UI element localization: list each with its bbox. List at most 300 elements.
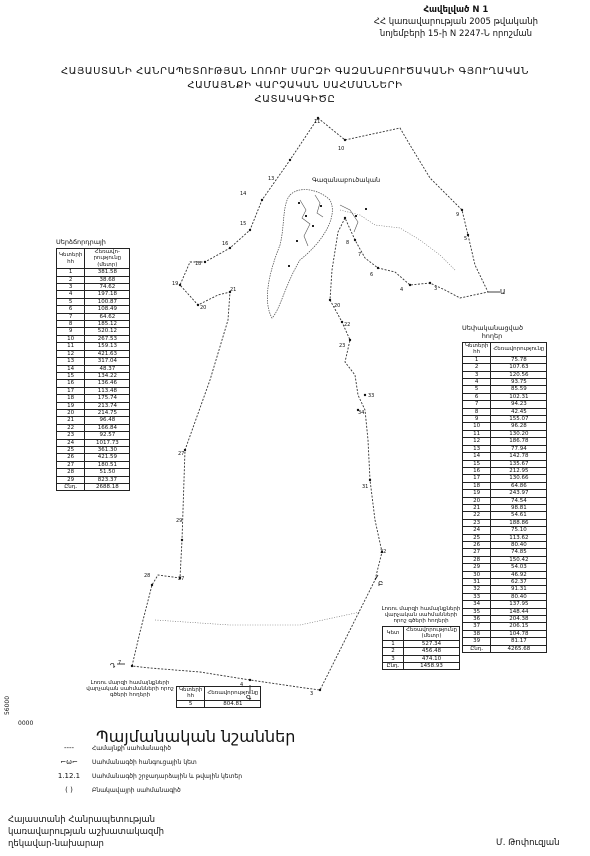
point-number-cell: 9	[463, 416, 491, 423]
distance-cell: 91.31	[491, 586, 547, 593]
distance-cell: 317.04	[85, 358, 130, 365]
mid-table	[382, 626, 460, 670]
table-row	[57, 313, 130, 320]
point-number-cell: 2	[382, 648, 403, 655]
total-row	[382, 663, 459, 670]
table-row	[463, 512, 547, 519]
distance-cell: 75.10	[491, 527, 547, 534]
table-row	[463, 453, 547, 460]
table-row	[57, 306, 130, 313]
table-row	[57, 380, 130, 387]
total-label: Ընդ.	[57, 484, 85, 491]
table-row	[57, 439, 130, 446]
point-number-cell: 5	[57, 298, 85, 305]
point-number-cell: 18	[57, 395, 85, 402]
table-row	[382, 648, 459, 655]
table-row	[177, 700, 261, 707]
distance-cell: 38.68	[85, 276, 130, 283]
distance-cell: 54.03	[491, 564, 547, 571]
total-value: 2688.18	[85, 484, 130, 491]
point-number-cell: 8	[463, 408, 491, 415]
point-number-cell: 22	[463, 512, 491, 519]
distance-cell: 213.74	[85, 402, 130, 409]
distance-cell: 804.81	[205, 700, 261, 707]
distance-cell: 48.37	[85, 365, 130, 372]
table-row	[382, 640, 459, 647]
table-row	[463, 445, 547, 452]
small-table	[176, 686, 261, 708]
table-row	[463, 527, 547, 534]
distance-cell: 186.78	[491, 438, 547, 445]
svg-text:28: 28	[144, 573, 151, 579]
distance-cell: 180.51	[85, 461, 130, 468]
total-value: 4265.68	[491, 645, 547, 652]
table-row	[463, 593, 547, 600]
distance-cell: 46.92	[491, 571, 547, 578]
distance-cell: 113.62	[491, 534, 547, 541]
footer-signatory	[8, 814, 164, 850]
point-number-cell: 28	[463, 556, 491, 563]
svg-text:33: 33	[368, 393, 375, 399]
legend-symbol: ⌐ω⌐	[60, 758, 78, 766]
table-row	[57, 343, 130, 350]
table-row	[463, 482, 547, 489]
point-number-cell: 3	[57, 284, 85, 291]
distance-cell: 206.15	[491, 623, 547, 630]
table-row	[57, 395, 130, 402]
distance-cell: 130.20	[491, 430, 547, 437]
inner-parcel-line	[340, 210, 455, 270]
appendix-label: Հավելված N 1	[423, 5, 489, 15]
distance-cell: 93.75	[491, 379, 547, 386]
total-value: 1458.93	[403, 663, 459, 670]
point-number-cell: 20	[463, 497, 491, 504]
svg-text:3: 3	[434, 286, 438, 292]
point-number-cell: 15	[57, 372, 85, 379]
inner-parcel-line-2	[155, 612, 360, 625]
settlement-area	[267, 190, 332, 318]
footer-signatory-name: Մ. Թոփուզյան	[496, 838, 560, 848]
point-number-cell: 28	[57, 469, 85, 476]
left-table-title: Սերձճորդրայի	[56, 238, 106, 246]
distance-cell: 104.78	[491, 630, 547, 637]
table-row	[57, 372, 130, 379]
distance-cell: 80.40	[491, 593, 547, 600]
footer-line-1: Հայաստանի Հանրապետության	[8, 815, 156, 825]
point-number-cell: 20	[57, 409, 85, 416]
distance-cell: 150.42	[491, 556, 547, 563]
distance-cell: 92.57	[85, 432, 130, 439]
table-row	[463, 408, 547, 415]
point-number-cell: 18	[463, 482, 491, 489]
distance-cell: 204.38	[491, 616, 547, 623]
distance-cell: 42.45	[491, 408, 547, 415]
distance-cell: 64.86	[491, 482, 547, 489]
title-line-1: ՀԱՅԱՍՏԱՆԻ ՀԱՆՐԱՊԵՏՈՒԹՅԱՆ ԼՈՌՈՒ ՄԱՐԶԻ ԳԱԶԱՆԱԲՈՒԾԱԿԱՆԻ ԳՅՈՒՂԱԿԱՆ	[60, 66, 530, 77]
total-row	[463, 645, 547, 652]
point-number-cell: 17	[463, 475, 491, 482]
distance-cell: 62.37	[491, 579, 547, 586]
point-number-cell: 16	[463, 467, 491, 474]
table-row	[463, 586, 547, 593]
point-number-cell: 22	[57, 424, 85, 431]
table-row	[463, 364, 547, 371]
svg-text:19: 19	[172, 281, 179, 287]
svg-text:20: 20	[334, 303, 341, 309]
distance-cell: 188.86	[491, 519, 547, 526]
table-row	[57, 365, 130, 372]
table-row	[57, 298, 130, 305]
svg-text:34: 34	[358, 410, 365, 416]
svg-text:15: 15	[240, 221, 247, 227]
table-row	[463, 549, 547, 556]
table-row	[463, 534, 547, 541]
left-col1: Կետերի հհ	[57, 249, 85, 269]
small-distance-block	[84, 680, 176, 698]
distance-cell: 135.67	[491, 460, 547, 467]
table-row	[57, 269, 130, 276]
distance-cell: 166.84	[85, 424, 130, 431]
table-row	[57, 454, 130, 461]
table-row	[463, 438, 547, 445]
distance-cell: 74.62	[85, 284, 130, 291]
small-distance-table	[176, 686, 261, 708]
legend-label: Բնակավայրի սահմանագիծ	[92, 786, 181, 794]
distance-cell: 175.74	[85, 395, 130, 402]
svg-text:27: 27	[178, 451, 185, 457]
community-boundary	[132, 118, 488, 690]
table-row	[463, 371, 547, 378]
point-number-cell: 37	[463, 623, 491, 630]
legend-label: Սահմանագծի հանգուցային կետ	[92, 758, 197, 766]
svg-text:11: 11	[314, 119, 321, 125]
point-number-cell: 9	[57, 328, 85, 335]
point-number-cell: 7	[463, 401, 491, 408]
legend-item	[54, 772, 242, 780]
table-row	[57, 387, 130, 394]
point-number-cell: 26	[57, 454, 85, 461]
svg-text:18: 18	[195, 261, 202, 267]
point-number-cell: 14	[463, 453, 491, 460]
point-number-cell: 6	[463, 393, 491, 400]
legend-item	[54, 744, 242, 752]
table-row	[463, 386, 547, 393]
point-number-cell: 15	[463, 460, 491, 467]
table-row	[463, 467, 547, 474]
distance-cell: 100.87	[85, 298, 130, 305]
table-row	[57, 284, 130, 291]
left-distance-table	[56, 238, 130, 491]
table-row	[463, 497, 547, 504]
svg-text:7: 7	[118, 660, 122, 666]
table-row	[463, 601, 547, 608]
distance-cell: 107.63	[491, 364, 547, 371]
distance-cell: 212.95	[491, 467, 547, 474]
table-row	[463, 393, 547, 400]
left-table	[56, 248, 130, 491]
total-label: Ընդ.	[463, 645, 491, 652]
table-row	[463, 416, 547, 423]
node-mark-b: Բ	[378, 580, 384, 588]
point-number-cell: 3	[382, 655, 403, 662]
distance-cell: 94.23	[491, 401, 547, 408]
table-row	[463, 423, 547, 430]
distance-cell: 381.58	[85, 269, 130, 276]
right-distance-table	[462, 324, 547, 653]
table-row	[463, 504, 547, 511]
distance-cell: 108.49	[85, 306, 130, 313]
table-row	[57, 276, 130, 283]
legend-symbol: 1.12.1	[57, 772, 81, 780]
table-row	[57, 321, 130, 328]
point-number-cell: 25	[57, 446, 85, 453]
right-col1: Կետերի հհ	[463, 343, 491, 357]
table-row	[463, 401, 547, 408]
scale-label-bottom: 0000	[18, 720, 34, 727]
point-number-cell: 11	[57, 343, 85, 350]
distance-cell: 54.61	[491, 512, 547, 519]
svg-text:6: 6	[370, 272, 374, 278]
svg-text:31: 31	[362, 484, 369, 490]
point-number-cell: 1	[382, 640, 403, 647]
distance-cell: 527.34	[403, 640, 459, 647]
distance-cell: 77.94	[491, 445, 547, 452]
distance-cell: 155.07	[491, 416, 547, 423]
point-number-cell: 29	[463, 564, 491, 571]
point-number-cell: 12	[57, 350, 85, 357]
scale-label-left: 56000	[4, 695, 12, 716]
point-number-cell: 5	[463, 386, 491, 393]
point-number-cell: 6	[57, 306, 85, 313]
point-number-cell: 2	[463, 364, 491, 371]
table-row	[463, 379, 547, 386]
distance-cell: 159.13	[85, 343, 130, 350]
small-col1: Կետերի հհ	[177, 687, 205, 701]
point-number-cell: 24	[463, 527, 491, 534]
svg-text:5: 5	[464, 236, 468, 242]
table-row	[57, 461, 130, 468]
table-row	[57, 432, 130, 439]
svg-text:13: 13	[268, 176, 275, 182]
distance-cell: 185.12	[85, 321, 130, 328]
right-col2: Հեռավորությունը	[491, 343, 547, 357]
point-number-cell: 16	[57, 380, 85, 387]
svg-text:8: 8	[346, 240, 350, 246]
table-row	[463, 579, 547, 586]
table-row	[57, 469, 130, 476]
point-number-cell: 31	[463, 579, 491, 586]
title-line-2: ՀԱՄԱՅՆՔԻ ՎԱՐՉԱԿԱՆ ՍԱՀՄԱՆՆԵՐԻ	[187, 80, 403, 91]
point-number-cell: 10	[57, 335, 85, 342]
table-row	[463, 623, 547, 630]
point-number-cell: 36	[463, 616, 491, 623]
decree-line: ՀՀ կառավարության 2005 թվականի	[373, 17, 538, 27]
point-number-cell: 5	[177, 700, 205, 707]
legend-item	[54, 758, 242, 766]
svg-text:16: 16	[222, 241, 229, 247]
distance-cell: 456.48	[403, 648, 459, 655]
distance-cell: 96.48	[85, 417, 130, 424]
point-number-cell: 7	[57, 313, 85, 320]
svg-text:9: 9	[456, 212, 460, 218]
legend-label: Սահմանագծի շրջադարձային և թվային կետեր	[92, 772, 243, 780]
point-number-cell: 25	[463, 534, 491, 541]
svg-text:14: 14	[240, 191, 247, 197]
point-number-cell: 21	[463, 504, 491, 511]
distance-cell: 120.56	[491, 371, 547, 378]
point-number-cell: 23	[463, 519, 491, 526]
left-col2: Հեռավո-րությունը (մետր)	[85, 249, 130, 269]
point-number-cell: 30	[463, 571, 491, 578]
point-number-cell: 27	[463, 549, 491, 556]
legend-item	[54, 786, 242, 794]
svg-text:29: 29	[176, 518, 183, 524]
point-number-cell: 27	[57, 461, 85, 468]
small-table-title: Լոռու մարզի համայնքների վարչական սահմանների որոշ գծերի հողերի	[86, 680, 174, 698]
point-number-cell: 24	[57, 439, 85, 446]
distance-cell: 148.44	[491, 608, 547, 615]
table-row	[463, 638, 547, 645]
right-table	[462, 342, 547, 653]
mid-col2: Հեռավորությունը (մետր)	[403, 627, 459, 641]
point-number-cell: 12	[463, 438, 491, 445]
table-row	[463, 519, 547, 526]
legend	[54, 744, 242, 800]
distance-cell: 361.30	[85, 446, 130, 453]
point-number-cell: 33	[463, 593, 491, 600]
table-row	[463, 564, 547, 571]
point-number-cell: 19	[57, 402, 85, 409]
distance-cell: 823.37	[85, 476, 130, 483]
distance-cell: 243.97	[491, 490, 547, 497]
distance-cell: 51.50	[85, 469, 130, 476]
table-row	[463, 616, 547, 623]
title-line-3: ՀԱՏԱԿԱԳԻԾԸ	[254, 94, 336, 105]
point-number-cell: 39	[463, 638, 491, 645]
table-row	[57, 335, 130, 342]
svg-text:23: 23	[339, 343, 346, 349]
distance-cell: 142.78	[491, 453, 547, 460]
svg-text:7: 7	[358, 252, 362, 258]
mid-table-title: Լոռու մարզի համայնքների վարչական սահմանների որոշ գծերի հողերի	[381, 606, 461, 624]
footer-line-2: կառավարության աշխատակազմի	[8, 827, 165, 837]
distance-cell: 134.22	[85, 372, 130, 379]
mid-distance-table	[378, 606, 464, 670]
distance-cell: 137.95	[491, 601, 547, 608]
legend-title: Պայմանական նշաններ	[96, 727, 296, 746]
distance-cell: 85.59	[491, 386, 547, 393]
distance-cell: 81.17	[491, 638, 547, 645]
svg-text:4: 4	[400, 287, 404, 293]
distance-cell: 74.85	[491, 549, 547, 556]
settlement-detail	[300, 195, 358, 246]
point-number-cell: 1	[463, 356, 491, 363]
distance-cell: 421.59	[85, 454, 130, 461]
point-number-cell: 13	[57, 358, 85, 365]
table-row	[463, 490, 547, 497]
mid-col1: Կետ	[382, 627, 403, 641]
table-row	[463, 430, 547, 437]
point-number-cell: 32	[463, 586, 491, 593]
table-row	[463, 556, 547, 563]
table-row	[57, 417, 130, 424]
node-mark-d: Դ	[110, 662, 116, 670]
distance-cell: 421.63	[85, 350, 130, 357]
point-number-cell: 13	[463, 445, 491, 452]
point-number-cell: 21	[57, 417, 85, 424]
table-row	[463, 571, 547, 578]
place-label: Գազանաբուծական	[312, 176, 381, 184]
total-label: Ընդ.	[382, 663, 403, 670]
point-number-cell: 34	[463, 601, 491, 608]
point-number-cell: 4	[463, 379, 491, 386]
svg-text:22: 22	[344, 322, 351, 328]
distance-cell: 75.78	[491, 356, 547, 363]
right-table-title: Սեփականացված հողեր	[462, 324, 524, 340]
svg-text:10: 10	[338, 146, 345, 152]
node-mark-c: Գ	[246, 694, 252, 702]
distance-cell: 98.81	[491, 504, 547, 511]
point-number-cell: 10	[463, 423, 491, 430]
distance-cell: 113.48	[85, 387, 130, 394]
table-row	[463, 460, 547, 467]
distance-cell: 267.53	[85, 335, 130, 342]
table-row	[463, 608, 547, 615]
svg-text:32: 32	[380, 549, 387, 555]
settlement-dots	[288, 202, 367, 267]
legend-symbol: ----	[63, 744, 75, 752]
table-row	[57, 328, 130, 335]
table-row	[57, 446, 130, 453]
distance-cell: 197.18	[85, 291, 130, 298]
point-number-cell: 38	[463, 630, 491, 637]
svg-text:3: 3	[310, 691, 314, 697]
point-number-cell: 26	[463, 541, 491, 548]
table-row	[463, 475, 547, 482]
point-number-cell: 2	[57, 276, 85, 283]
table-row	[57, 402, 130, 409]
small-col2: Հեռավորությունը	[205, 687, 261, 701]
table-row	[57, 424, 130, 431]
point-number-cell: 8	[57, 321, 85, 328]
table-row	[463, 356, 547, 363]
svg-text:4: 4	[240, 682, 244, 688]
total-row	[57, 484, 130, 491]
point-number-cell: 1	[57, 269, 85, 276]
table-row	[57, 291, 130, 298]
svg-text:20: 20	[200, 305, 207, 311]
distance-cell: 474.10	[403, 655, 459, 662]
table-row	[57, 476, 130, 483]
distance-cell: 130.66	[491, 475, 547, 482]
svg-text:27: 27	[178, 576, 185, 582]
distance-cell: 74.54	[491, 497, 547, 504]
table-row	[463, 630, 547, 637]
point-number-cell: 23	[57, 432, 85, 439]
table-row	[382, 655, 459, 662]
distance-cell: 64.62	[85, 313, 130, 320]
point-number-cell: 29	[57, 476, 85, 483]
node-mark-a: Ա	[500, 288, 506, 296]
distance-cell: 80.40	[491, 541, 547, 548]
distance-cell: 102.31	[491, 393, 547, 400]
point-number-cell: 4	[57, 291, 85, 298]
decree-date-line: նոյեմբերի 15-ի N 2247-Ն որոշման	[379, 29, 533, 39]
distance-cell: 214.75	[85, 409, 130, 416]
legend-symbol: ( )	[65, 786, 73, 794]
point-number-cell: 35	[463, 608, 491, 615]
distance-cell: 136.46	[85, 380, 130, 387]
